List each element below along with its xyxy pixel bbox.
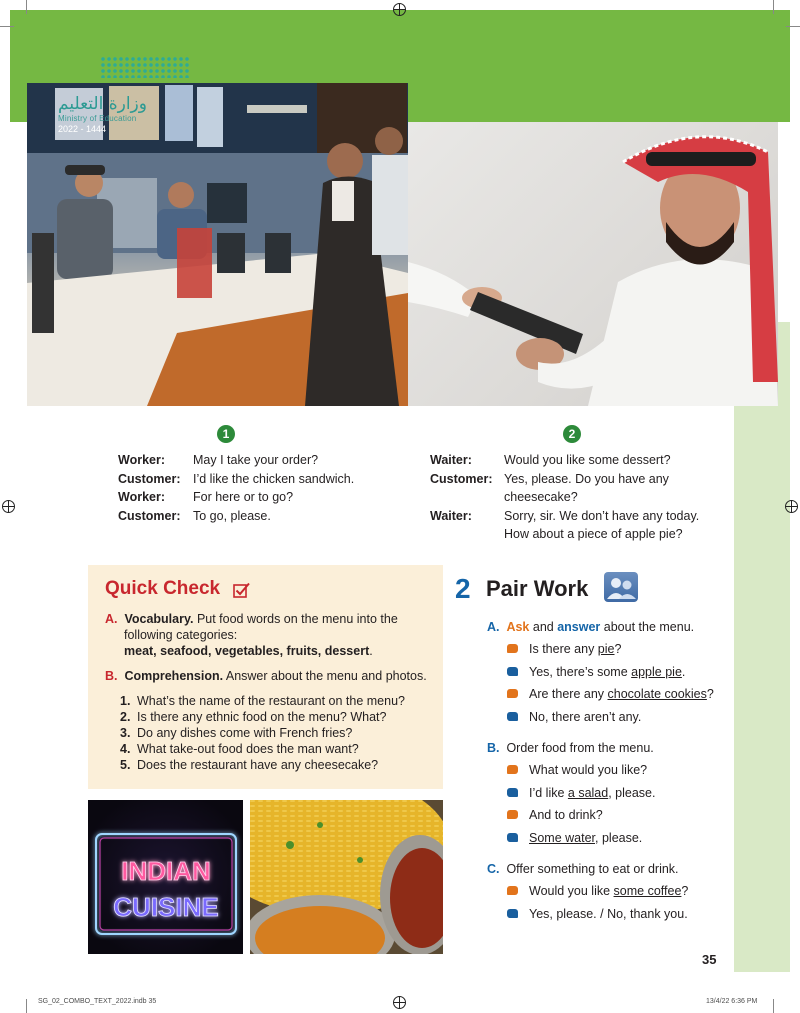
line-text: Is there any: [529, 642, 598, 656]
instruction-text: Offer something to eat or drink.: [502, 862, 679, 876]
item-letter: B.: [105, 669, 118, 683]
pair-work-b-line-3: [507, 807, 603, 823]
registration-mark-top: [393, 3, 406, 16]
line-text: How about a piece of apple pie?: [504, 527, 683, 541]
vocabulary-label: Vocabulary.: [124, 612, 194, 626]
speech-bubble-orange-icon: [507, 765, 518, 774]
line-text: , please.: [608, 786, 656, 800]
pair-work-number: 2: [455, 573, 471, 604]
logo-year: 2022 - 1444: [58, 124, 107, 134]
registration-mark-left: [2, 500, 15, 513]
substitution-word: apple pie: [631, 665, 682, 679]
item-letter: C.: [487, 862, 500, 876]
crop-mark: [26, 0, 27, 14]
speech-bubble-blue-icon: [507, 712, 518, 721]
question-text: Is there any ethnic food on the menu? What?: [137, 710, 387, 724]
quick-check-b: [105, 668, 440, 684]
footer-timestamp: 13/4/22 6:36 PM: [706, 998, 758, 1005]
footer-file-info: SG_02_COMBO_TEXT_2022.indb 35: [38, 998, 157, 1005]
period: .: [369, 644, 373, 658]
pair-work-a-line-2: [507, 664, 685, 680]
dialogue-line: [430, 470, 730, 489]
line-text: To go, please.: [193, 508, 271, 523]
question-text: Does the restaurant have any cheesecake?: [137, 758, 379, 772]
pair-work-c-instruction: [487, 861, 679, 877]
instruction-text: about the menu.: [600, 620, 695, 634]
question-number: 4.: [120, 742, 131, 756]
line-text: No, there aren’t any.: [529, 710, 642, 724]
customer-paying-photo: [408, 122, 778, 406]
indian-food-photo: [250, 800, 443, 954]
margin-green-strip: [734, 322, 790, 972]
dialogue-line: [118, 507, 408, 526]
speaker: [430, 525, 504, 544]
substitution-word: some coffee: [613, 884, 682, 898]
line-text: For here or to go?: [193, 490, 294, 504]
categories-text: meat, seafood, vegetables, fruits, dessert: [124, 644, 370, 658]
question-number: 3.: [120, 726, 131, 740]
registration-mark-bottom: [393, 996, 406, 1009]
speaker: [430, 488, 504, 507]
comprehension-label: Comprehension.: [124, 669, 224, 683]
speech-bubble-blue-icon: [507, 788, 518, 797]
speech-bubble-orange-icon: [507, 689, 518, 698]
line-text: cheesecake?: [504, 490, 578, 504]
line-text: Yes, please. / No, thank you.: [529, 907, 688, 921]
list-item: [120, 725, 405, 741]
line-text: .: [681, 665, 686, 679]
registration-mark-right: [785, 500, 798, 513]
pair-work-b-line-2: [507, 785, 655, 801]
crop-mark: [786, 26, 800, 27]
question-list: [120, 693, 405, 773]
dialogue-line: [430, 451, 730, 470]
instruction-text: following categories:: [124, 628, 238, 642]
line-text: Would you like some dessert?: [504, 453, 671, 467]
crop-mark: [26, 999, 27, 1013]
list-item: [120, 693, 405, 709]
logo-arabic-text: وزارة التعليم: [58, 94, 147, 114]
dialogue-line: [118, 470, 408, 489]
line-text: Yes, please. Do you have any: [504, 471, 669, 486]
question-text: Do any dishes come with French fries?: [137, 726, 353, 740]
line-text: May I take your order?: [193, 453, 319, 467]
line-text: I’d like: [529, 786, 568, 800]
pair-work-a-instruction: [487, 619, 694, 635]
dialogue-marker-2: 2: [563, 425, 581, 443]
pair-work-a-line-3: [507, 686, 714, 702]
item-letter: A.: [487, 620, 500, 634]
crop-mark: [773, 0, 774, 14]
dialogue-2: [430, 451, 730, 544]
dialogue-line: [118, 488, 408, 507]
instruction-text: Put food words on the menu into the: [193, 612, 398, 626]
line-text: ?: [706, 687, 714, 701]
speaker: Customer:: [118, 471, 181, 486]
question-number: 5.: [120, 758, 131, 772]
line-text: I’d like the chicken sandwich.: [193, 471, 355, 486]
speech-bubble-orange-icon: [507, 810, 518, 819]
speech-bubble-orange-icon: [507, 886, 518, 895]
item-letter: B.: [487, 741, 500, 755]
substitution-word: Some water: [529, 831, 596, 845]
answer-word: answer: [557, 620, 601, 634]
dialogue-line: [430, 525, 730, 544]
item-letter: A.: [105, 612, 118, 626]
instruction-text: Order food from the menu.: [502, 741, 654, 755]
logo-english-text: Ministry of Education: [58, 114, 137, 123]
logo-dots-icon: [100, 56, 190, 78]
indian-cuisine-neon-photo: [88, 800, 243, 954]
line-text: What would you like?: [529, 763, 648, 777]
list-item: [120, 709, 405, 725]
page-number: 35: [702, 952, 717, 967]
speech-bubble-blue-icon: [507, 909, 518, 918]
question-number: 2.: [120, 710, 131, 724]
crop-mark: [0, 26, 14, 27]
pair-work-b-line-1: [507, 762, 647, 778]
ask-word: Ask: [506, 620, 530, 634]
speaker: Waiter:: [430, 508, 472, 523]
line-text: ?: [614, 642, 622, 656]
question-text: What take-out food does the man want?: [137, 742, 359, 756]
dialogue-line: [118, 451, 408, 470]
speaker: Worker:: [118, 453, 166, 467]
neon-line-2: CUISINE: [113, 892, 219, 922]
ministry-logo: [28, 54, 193, 136]
dialogue-marker-1: 1: [217, 425, 235, 443]
line-text: Would you like: [529, 884, 614, 898]
line-text: Are there any: [529, 687, 608, 701]
instruction-text: Answer about the menu and photos.: [223, 669, 427, 683]
speech-bubble-blue-icon: [507, 667, 518, 676]
pair-work-title: Pair Work: [486, 576, 589, 601]
substitution-word: chocolate cookies: [607, 687, 707, 701]
dialogue-line: [430, 507, 730, 526]
quick-check-title: Quick Check: [105, 578, 221, 599]
pair-work-a-line-4: [507, 709, 641, 725]
question-text: What’s the name of the restaurant on the menu?: [137, 694, 405, 708]
neon-line-1: INDIAN: [121, 856, 211, 886]
substitution-word: pie: [597, 642, 615, 656]
question-number: 1.: [120, 694, 131, 708]
substitution-word: a salad: [567, 786, 609, 800]
speaker: Customer:: [430, 471, 493, 486]
pair-work-c-line-2: [507, 906, 688, 922]
line-text: Sorry, sir. We don’t have any today.: [504, 508, 700, 523]
crop-mark: [773, 999, 774, 1013]
speech-bubble-blue-icon: [507, 833, 518, 842]
line-text: ?: [681, 884, 689, 898]
list-item: [120, 757, 405, 773]
checkbox-check-icon: [233, 582, 250, 598]
pair-work-people-icon: [604, 572, 638, 602]
pair-work-c-line-1: [507, 883, 688, 899]
pair-work-b-instruction: [487, 740, 654, 756]
line-text: And to drink?: [529, 808, 603, 822]
speaker: Worker:: [118, 490, 166, 504]
dialogue-1: [118, 451, 408, 525]
speech-bubble-orange-icon: [507, 644, 518, 653]
pair-work-a-line-1: [507, 641, 621, 657]
speaker: Customer:: [118, 508, 181, 523]
line-text: , please.: [595, 831, 643, 845]
line-text: Yes, there’s some: [529, 665, 632, 679]
dialogue-line: [430, 488, 730, 507]
quick-check-a: [105, 611, 435, 659]
speaker: Waiter:: [430, 453, 472, 467]
connector-text: and: [529, 620, 558, 634]
list-item: [120, 741, 405, 757]
pair-work-b-line-4: [507, 830, 642, 846]
